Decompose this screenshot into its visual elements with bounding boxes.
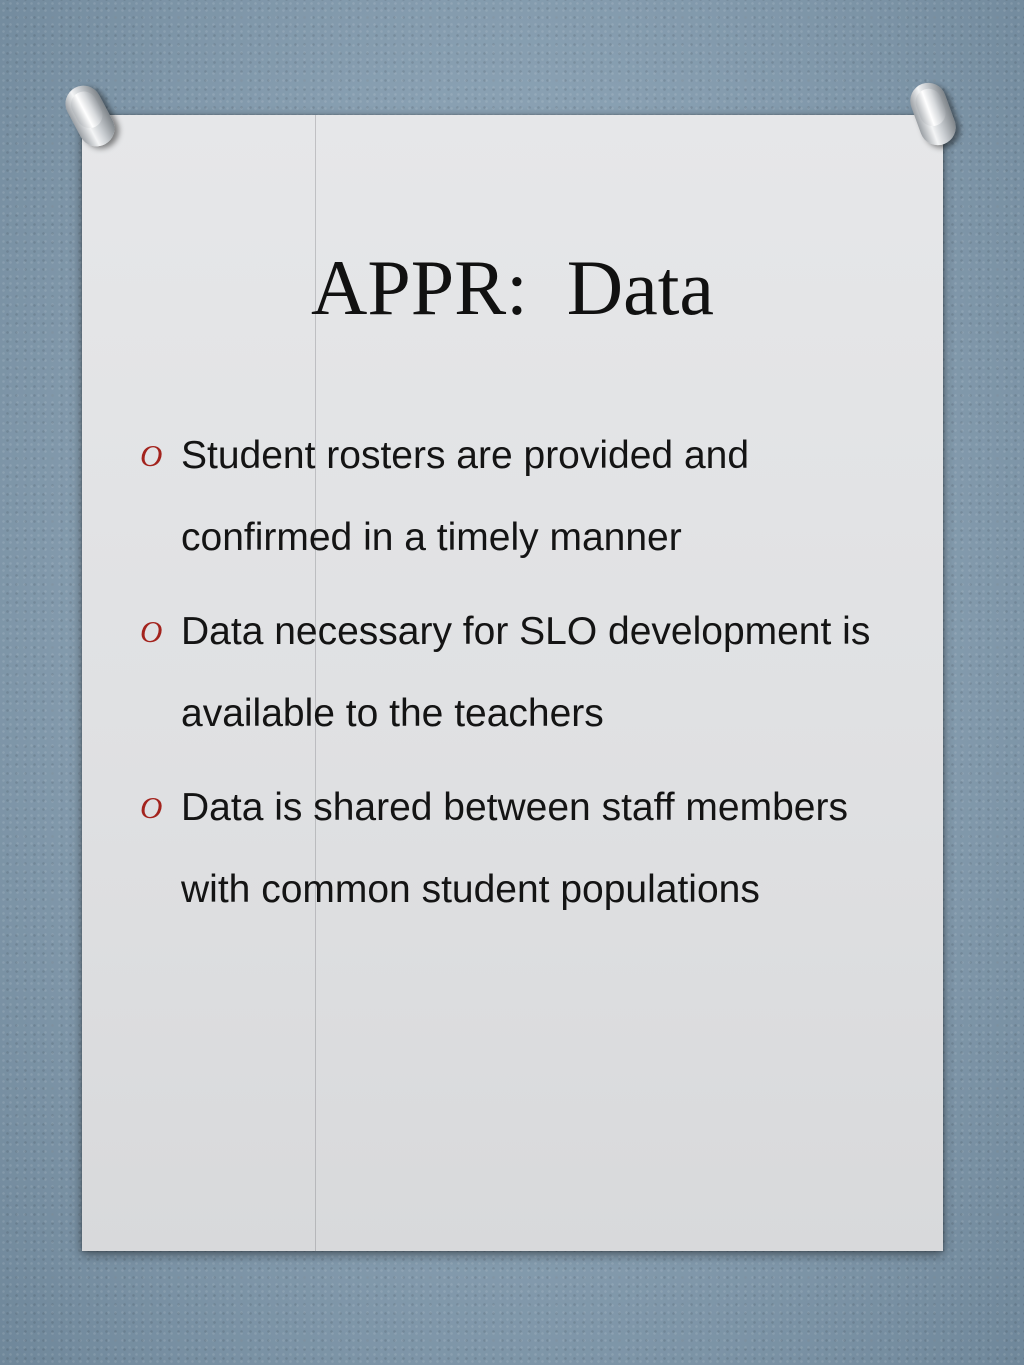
bullet-item [140, 767, 900, 931]
bullet-marker-icon: O [140, 614, 163, 649]
bullet-text: Data necessary for SLO development is available to the teachers [181, 610, 871, 735]
bullet-text: Student rosters are provided and confirmed in a timely manner [181, 434, 750, 559]
bullet-marker-icon: O [140, 438, 163, 473]
slide-sheet [82, 115, 943, 1251]
bullet-text: Data is shared between staff members with common student populations [181, 786, 848, 911]
bullet-marker-icon: O [140, 790, 163, 825]
bullet-list [140, 415, 900, 943]
slide-title: APPR: Data [310, 244, 715, 331]
bullet-item [140, 591, 900, 755]
bullet-item [140, 415, 900, 579]
